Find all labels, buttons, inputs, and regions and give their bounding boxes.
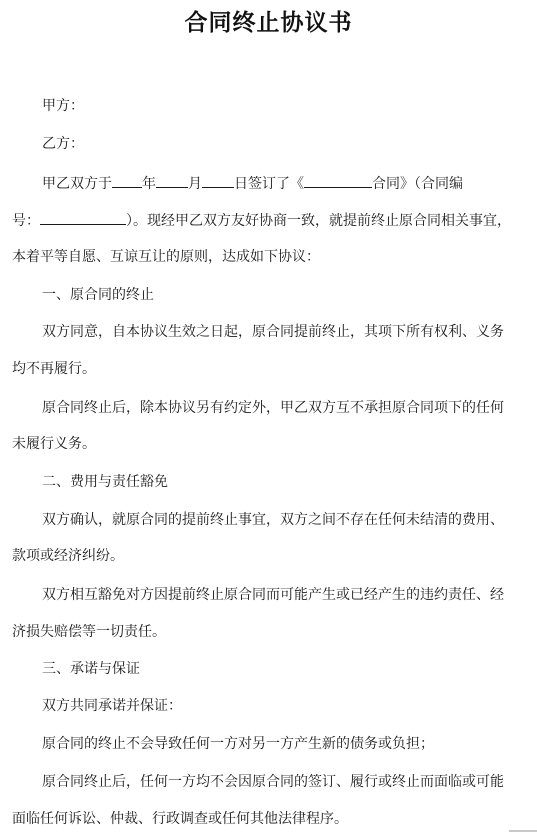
section-1-heading: 一、原合同的终止 [42, 287, 154, 303]
section-3-para-1: 双方共同承诺并保证： [42, 698, 182, 714]
intro-text-5: 合同》（合同编 [372, 176, 463, 192]
section-3-para-3-line-1: 原合同终止后，任何一方均不会因原合同的签订、履行或终止而面临或可能 [42, 774, 504, 790]
section-3-para-3-line-2: 面临任何诉讼、仲裁、行政调查或任何其他法律程序。 [12, 811, 348, 827]
section-3-heading: 三、承诺与保证 [42, 661, 140, 677]
intro-line-2 [12, 209, 511, 231]
section-3-para-2: 原合同的终止不会导致任何一方对另一方产生新的债务或负担； [42, 736, 434, 752]
document-title: 合同终止协议书 [184, 10, 353, 36]
intro-text-6: 号： [12, 213, 40, 229]
section-1-para-1-line-2: 均不再履行。 [12, 361, 96, 377]
contract-name-blank[interactable] [304, 172, 372, 188]
intro-text-7: ）。现经甲乙双方友好协商一致，就提前终止原合同相关事宜， [126, 213, 511, 229]
party-b-label: 乙方： [42, 136, 84, 152]
day-blank[interactable] [202, 172, 234, 188]
intro-text-4: 日签订了《 [234, 176, 304, 192]
intro-text-1: 甲乙双方于 [42, 176, 112, 192]
section-1-para-2-line-1: 原合同终止后，除本协议另有约定外，甲乙双方互不承担原合同项下的任何 [42, 400, 504, 416]
section-2-para-1-line-2: 款项或经济纠纷。 [12, 548, 124, 564]
section-2-para-2-line-1: 双方相互豁免对方因提前终止原合同而可能产生或已经产生的违约责任、经 [42, 587, 504, 603]
intro-line-3: 本着平等自愿、互谅互让的原则，达成如下协议： [12, 249, 320, 265]
intro-line-1 [42, 172, 463, 194]
contract-number-blank[interactable] [40, 209, 126, 225]
section-2-para-1-line-1: 双方确认，就原合同的提前终止事宜，双方之间不存在任何未结清的费用、 [42, 512, 504, 528]
section-1-para-2-line-2: 未履行义务。 [12, 436, 96, 452]
year-blank[interactable] [112, 172, 142, 188]
month-blank[interactable] [156, 172, 188, 188]
section-1-para-1-line-1: 双方同意，自本协议生效之日起，原合同提前终止，其项下所有权利、义务 [42, 324, 504, 340]
section-2-heading: 二、费用与责任豁免 [42, 474, 168, 490]
section-2-para-2-line-2: 济损失赔偿等一切责任。 [12, 624, 166, 640]
intro-text-3: 月 [188, 176, 202, 192]
party-a-label: 甲方： [42, 98, 84, 114]
intro-text-2: 年 [142, 176, 156, 192]
